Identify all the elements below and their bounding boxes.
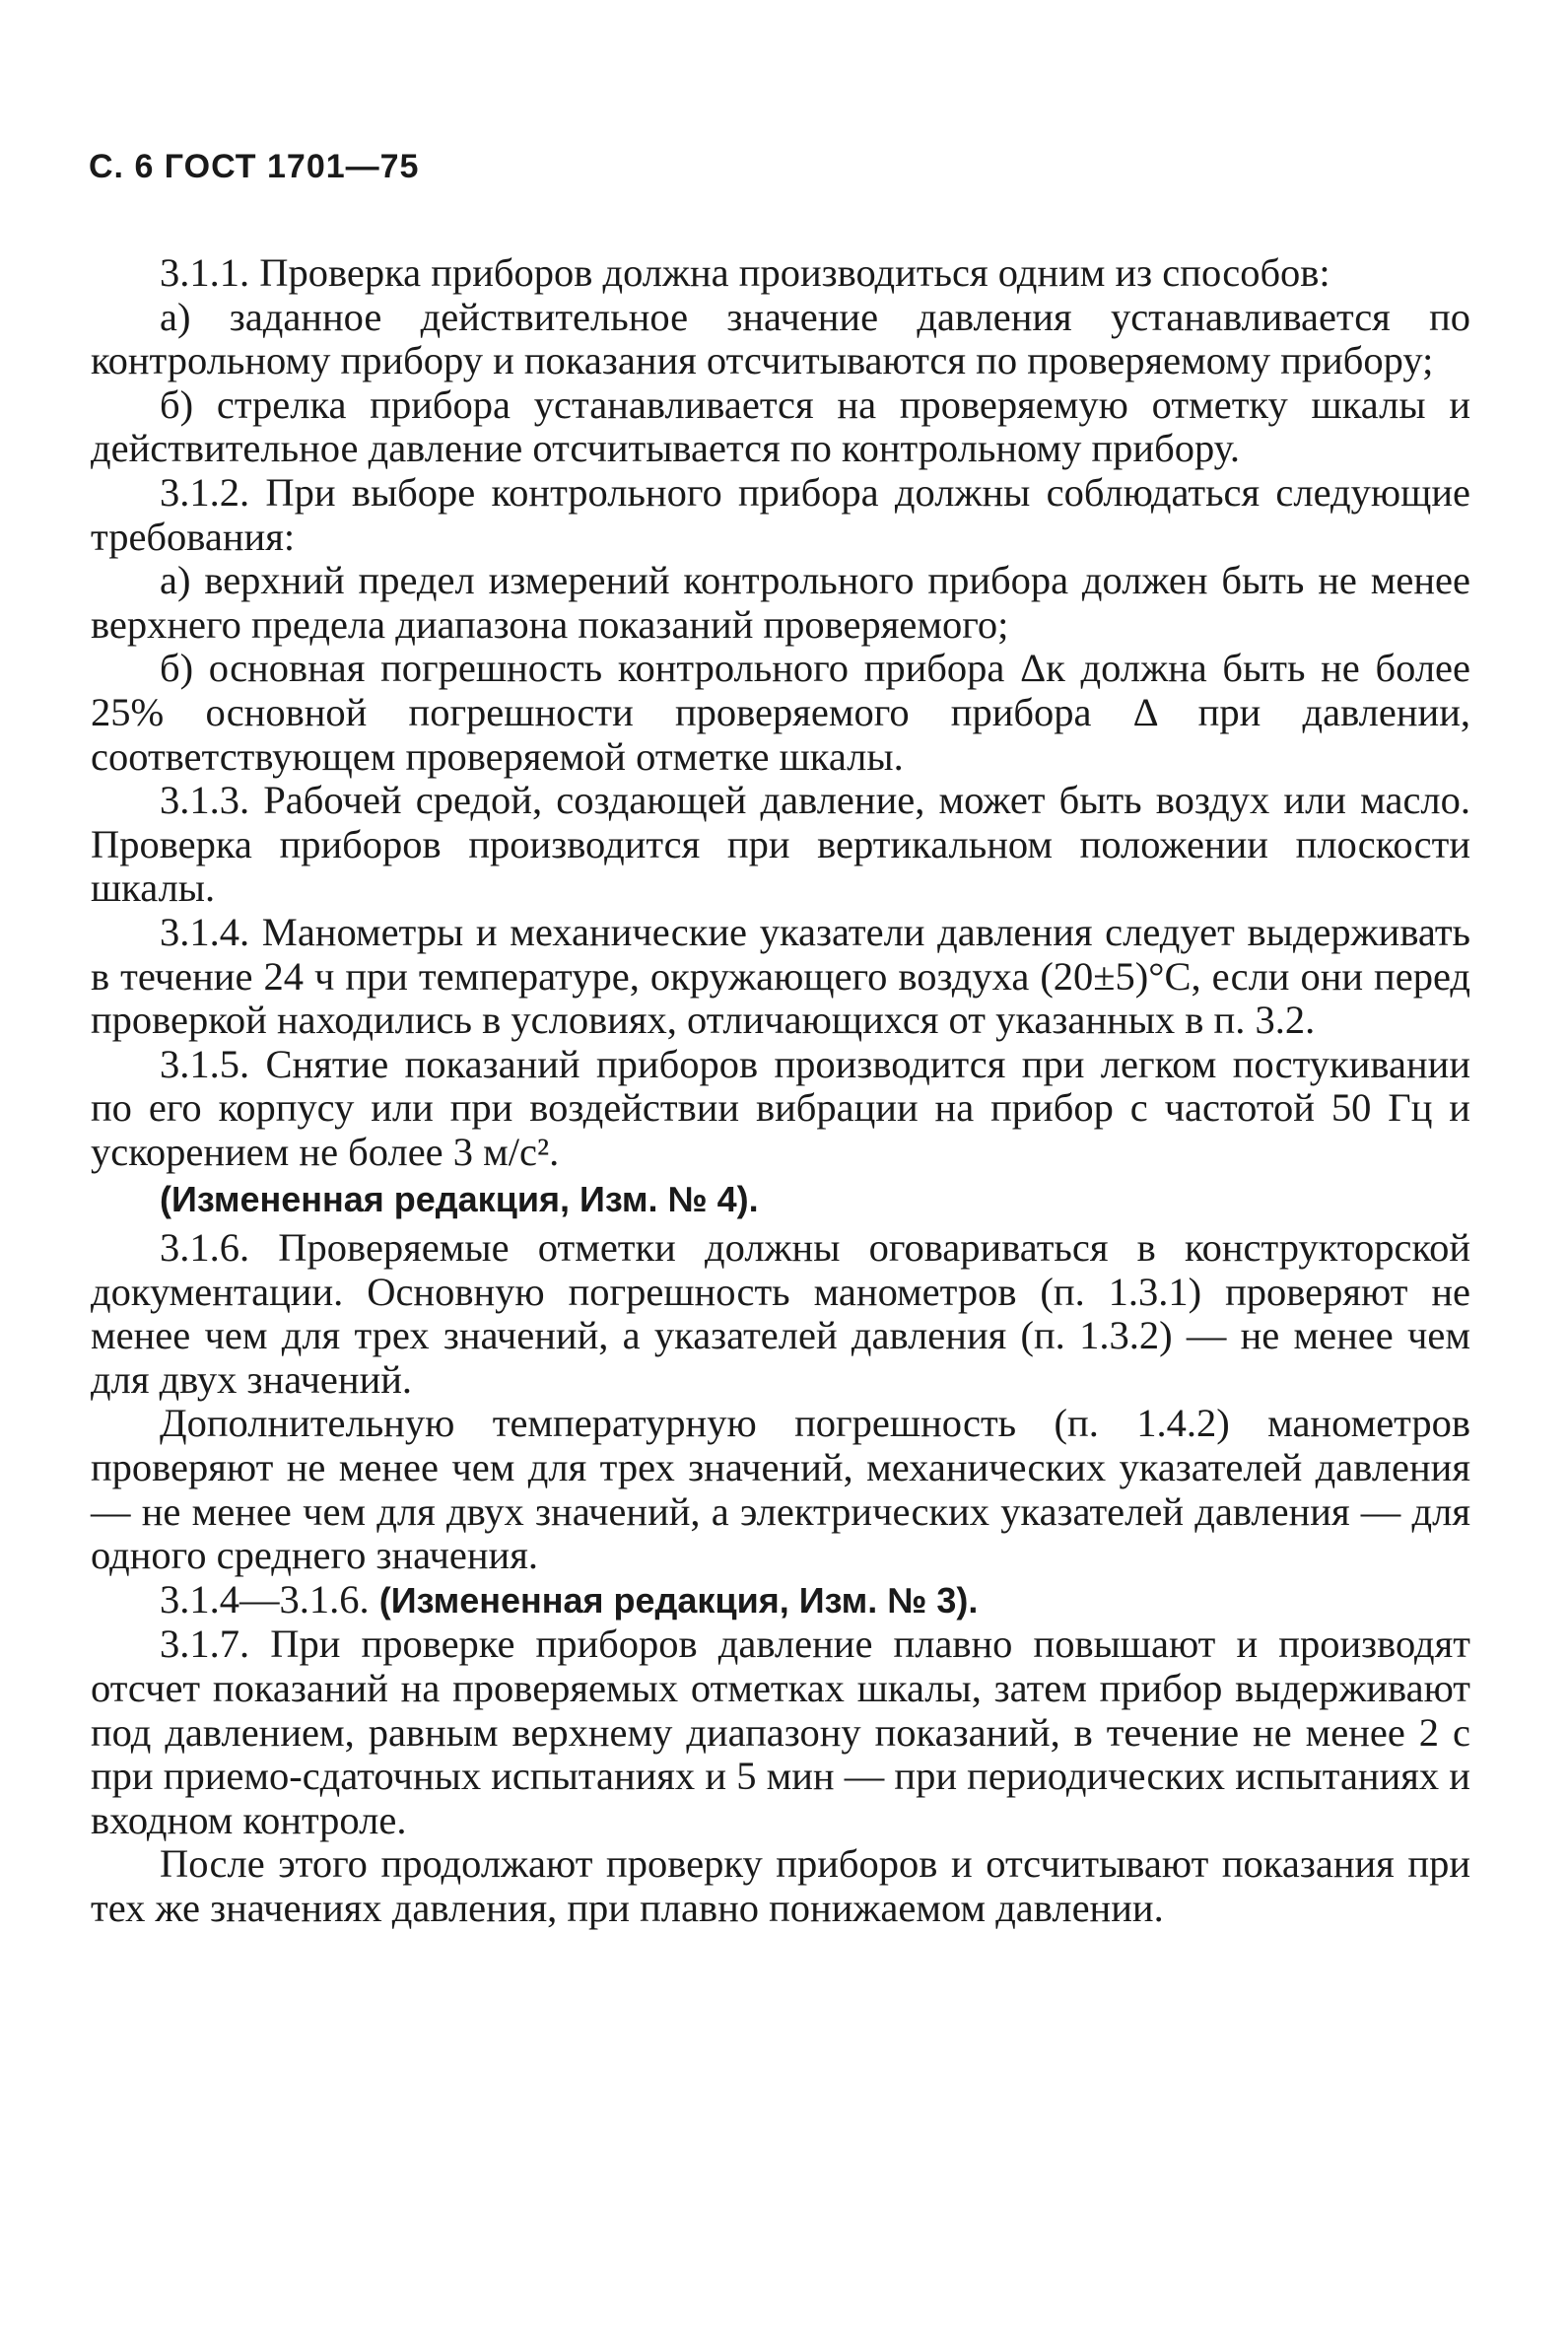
paragraph-3-1-4: 3.1.4. Манометры и механические указатели давления следует выдерживать в течение 24 ч при температуре, окружающего воздуха (20±5)°С, если они перед проверкой находились в условиях, отличающихся от указанных в п. 3.2. [91,909,1470,1043]
paragraph-3-1-5: 3.1.5. Снятие показаний приборов производится при легком постукивании по его корпусу или при воздействии вибрации на прибор с частотой 50 Гц и ускорением не более 3 м/с². [91,1041,1470,1174]
amendment-note-3: (Измененная редакция, Изм. № 3). [378,1579,979,1621]
paragraph-3-1-1-a: а) заданное действительное значение давления устанавливается по контрольному прибору и показания отсчитываются по проверяемому прибору; [91,294,1470,383]
page-header: С. 6 ГОСТ 1701—75 [89,148,420,185]
paragraph-3-1-6-continued: Дополнительную температурную погрешность (п. 1.4.2) манометров проверяют не менее чем для трех значений, механических указателей давления — не менее чем для двух значений, а электрических указателей давления — для одного среднего значения. [91,1401,1470,1578]
document-body [91,251,1470,1931]
paragraph-3-1-6: 3.1.6. Проверяемые отметки должны оговариваться в конструкторской документации. Основную погрешность манометров (п. 1.3.1) проверяют не менее чем для трех значений, а указателей давления (п. 1.3.2) — не менее чем для двух значений. [91,1225,1470,1402]
amendment-note-3-range: 3.1.4—3.1.6. [160,1576,370,1622]
paragraph-3-1-1-b: б) стрелка прибора устанавливается на проверяемую отметку шкалы и действительное давление отсчитывается по контрольному прибору. [91,381,1470,471]
paragraph-3-1-1: 3.1.1. Проверка приборов должна производиться одним из способов: [160,250,1330,295]
paragraph-3-1-7-continued: После этого продолжают проверку приборов и отсчитывают показания при тех же значениях давления, при плавно понижаемом давлении. [91,1841,1470,1930]
amendment-note-3-line [91,1578,1470,1623]
paragraph-3-1-7: 3.1.7. При проверке приборов давление плавно повышают и производят отсчет показаний на проверяемых отметках шкалы, затем прибор выдерживают под давлением, равным верхнему диапазону показаний, в течение не менее 2 с при приемо-сдаточных испытаниях и 5 мин — при периодических испытаниях и входном контроле. [91,1622,1470,1842]
paragraph-3-1-2-a: а) верхний предел измерений контрольного прибора должен быть не менее верхнего предела диапазона показаний проверяемого; [91,558,1470,647]
paragraph-3-1-2: 3.1.2. При выборе контрольного прибора должны соблюдаться следующие требования: [91,469,1470,559]
paragraph-3-1-2-b: б) основная погрешность контрольного прибора Δк должна быть не более 25% основной погрешности проверяемого прибора Δ при давлении, соответствующем проверяемой отметке шкалы. [91,646,1470,779]
paragraph-3-1-3: 3.1.3. Рабочей средой, создающей давление, может быть воздух или масло. Проверка приборов производится при вертикальном положении плоскости шкалы. [91,778,1470,911]
amendment-note-4: (Измененная редакция, Изм. № 4). [160,1179,759,1220]
